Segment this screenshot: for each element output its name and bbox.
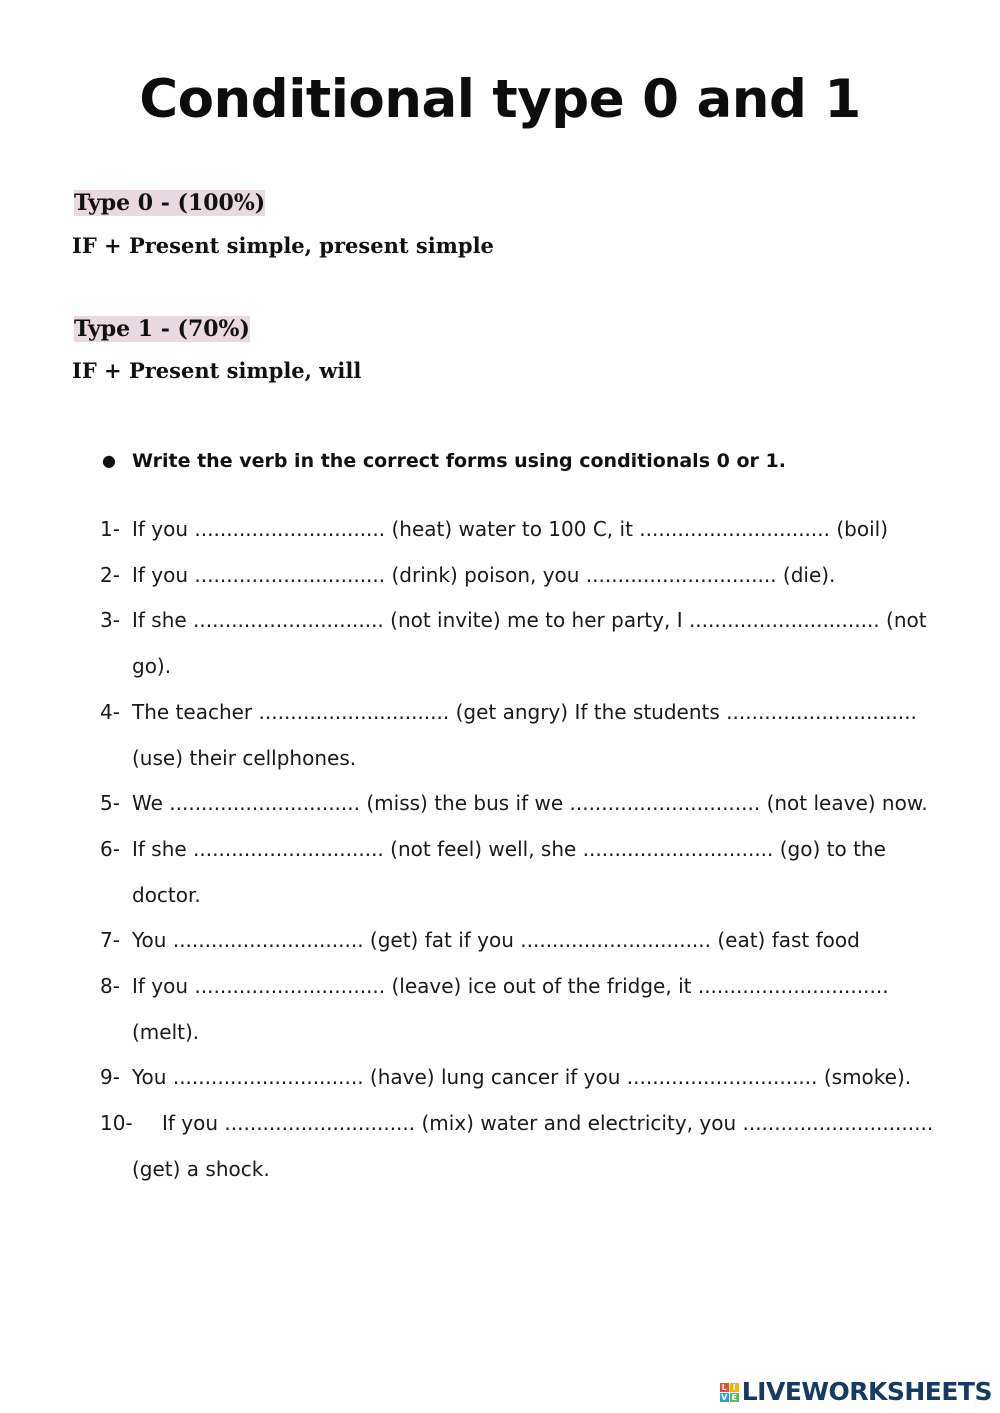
exercise-item xyxy=(100,553,950,599)
exercise-text: If she .............................. (not feel) well, she .............................. (go) to the doctor. xyxy=(132,836,886,907)
exercise-item xyxy=(100,918,950,964)
exercise-number: 6- xyxy=(100,836,120,861)
exercise-text: You .............................. (get) fat if you .............................. (eat) fast food xyxy=(132,928,860,953)
type-0-heading xyxy=(72,188,267,218)
exercise-number: 2- xyxy=(100,562,120,587)
exercise-item xyxy=(100,1055,950,1101)
instruction-text: Write the verb in the correct forms using conditionals 0 or 1. xyxy=(132,450,786,472)
logo-text: LIVEWORKSHEETS xyxy=(741,1377,992,1406)
page-title: Conditional type 0 and 1 xyxy=(139,69,861,130)
type-1-formula: IF + Present simple, will xyxy=(72,358,362,383)
instruction xyxy=(102,446,786,476)
logo-mark-letter: V xyxy=(721,1392,728,1402)
logo-mark-letter: I xyxy=(730,1383,739,1392)
exercise-number: 7- xyxy=(100,928,120,953)
logo-mark-letter: L xyxy=(721,1382,727,1392)
logo-mark-icon xyxy=(720,1383,739,1402)
exercise-item xyxy=(100,781,950,827)
exercise-text: If you .............................. (leave) ice out of the fridge, it .............................. (melt). xyxy=(132,974,889,1044)
exercise-text: If you .............................. (mix) water and electricity, you .............................. (get) a shock. xyxy=(132,1111,934,1181)
exercise-number: 3- xyxy=(100,608,120,633)
exercise-text: If she .............................. (not invite) me to her party, I .............................. (not go). xyxy=(132,608,927,679)
exercise-item xyxy=(100,1101,950,1192)
exercise-number: 10- xyxy=(100,1111,133,1136)
type-1-heading-text: Type 1 - (70%) xyxy=(74,316,250,342)
bullet-icon: ● xyxy=(102,451,116,470)
type-1-heading xyxy=(72,314,252,344)
exercise-number: 8- xyxy=(100,974,120,999)
exercise-item xyxy=(100,598,950,689)
exercise-item xyxy=(100,964,950,1055)
exercise-item xyxy=(100,507,950,553)
liveworksheets-logo xyxy=(720,1378,992,1406)
logo-mark-letter: E xyxy=(731,1392,737,1402)
exercise-number: 9- xyxy=(100,1065,120,1090)
exercise-list xyxy=(100,507,950,1193)
exercise-text: If you .............................. (heat) water to 100 C, it .............................. (boil) xyxy=(132,517,888,541)
exercise-item xyxy=(100,827,950,918)
exercise-text: We .............................. (miss) the bus if we .............................. (not leave) now. xyxy=(132,791,928,816)
exercise-number: 1- xyxy=(100,517,120,541)
exercise-item xyxy=(100,690,950,781)
exercise-text: If you .............................. (drink) poison, you .............................. (die). xyxy=(132,562,836,587)
exercise-number: 4- xyxy=(100,699,120,724)
type-0-formula: IF + Present simple, present simple xyxy=(72,233,494,258)
exercise-text: The teacher .............................. (get angry) If the students .............................. (use) their cellphones. xyxy=(132,699,917,770)
exercise-number: 5- xyxy=(100,791,120,816)
exercise-text: You .............................. (have) lung cancer if you .............................. (smoke). xyxy=(132,1065,912,1090)
type-0-heading-text: Type 0 - (100%) xyxy=(74,190,266,216)
